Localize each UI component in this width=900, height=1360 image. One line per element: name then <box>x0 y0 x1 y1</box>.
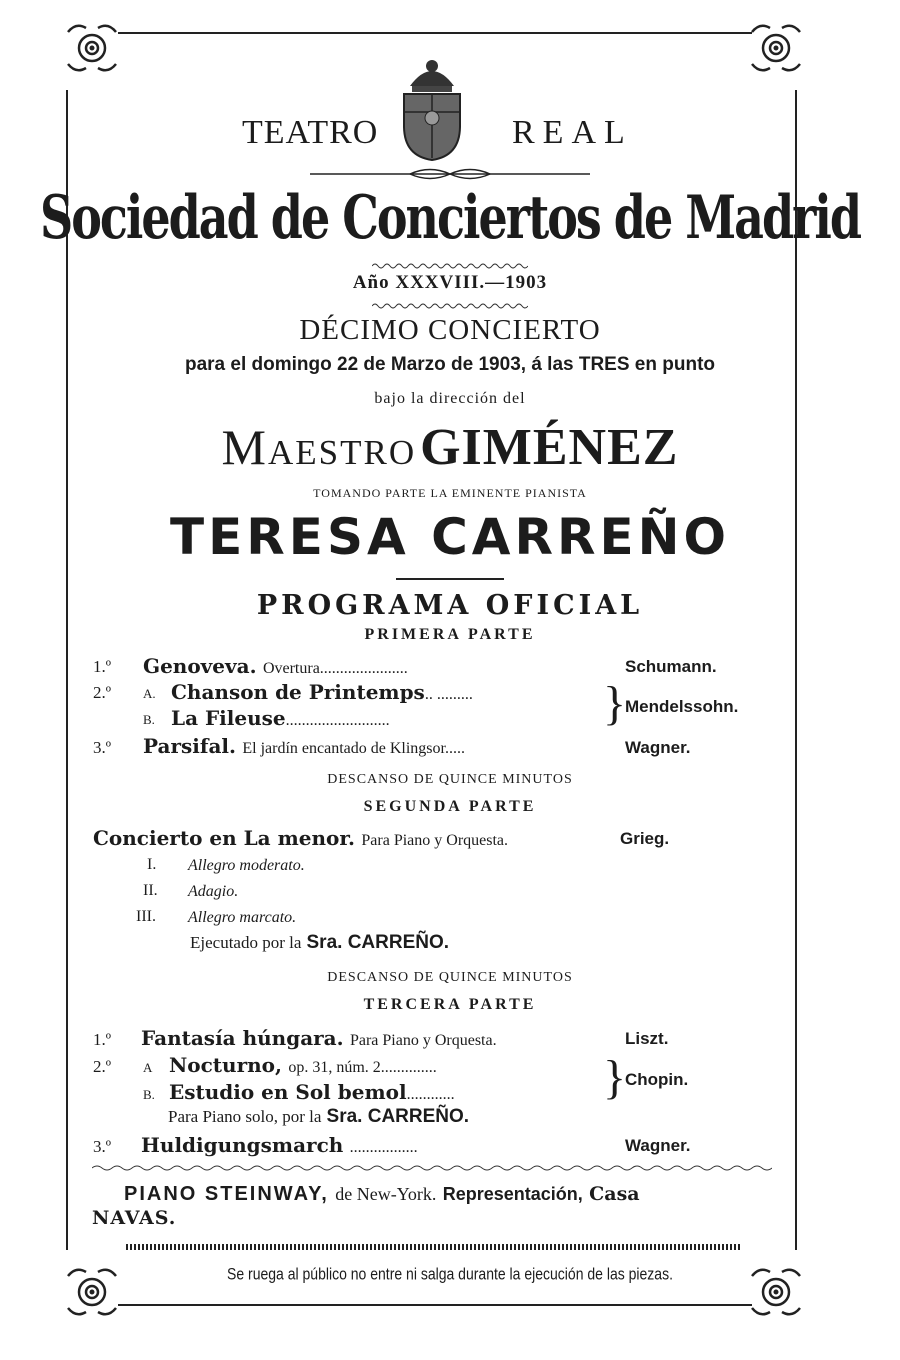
work-detail: Overtura <box>262 660 320 677</box>
work-title: Fantasía húngara. <box>141 1026 344 1050</box>
movement-name: Allegro moderato. <box>188 857 305 874</box>
frame-right <box>795 90 797 1250</box>
leader-dots: .. ......... <box>424 686 473 703</box>
sub-label: A. <box>143 686 156 701</box>
interval-note: DESCANSO DE QUINCE MINUTOS <box>327 970 573 985</box>
work-title: La Fileuse <box>171 706 286 730</box>
part-heading: PRIMERA PARTE <box>364 626 536 643</box>
leader-dots: ...................... <box>319 660 408 677</box>
soloist-intro: TOMANDO PARTE LA EMINENTE PIANISTA <box>313 486 587 500</box>
item-number: 2.º <box>93 683 112 702</box>
movement-number: II. <box>143 882 158 899</box>
soloist-name: TERESA CARREÑO <box>170 508 730 566</box>
leader-dots: .............. <box>380 1059 437 1076</box>
representation: Representación, <box>442 1184 583 1204</box>
work-line <box>143 654 408 678</box>
performer-prefix: Para Piano solo, por la <box>168 1107 322 1126</box>
frame-left <box>66 90 68 1250</box>
item-number: 2.º <box>93 1057 112 1076</box>
part-heading: SEGUNDA PARTE <box>363 798 537 815</box>
leader-dots: ................. <box>349 1139 418 1156</box>
composer: Mendelssohn. <box>625 697 739 716</box>
theatre-name-left: TEATRO <box>242 114 379 151</box>
part-heading: TERCERA PARTE <box>363 996 537 1013</box>
conductor-name: GIMÉNEZ <box>420 419 679 476</box>
conductor-title: Maestro <box>221 419 417 475</box>
work-detail: El jardín encantado de Klingsor <box>242 740 445 757</box>
leader-dots: .......................... <box>285 712 390 729</box>
society-title: Sociedad de Conciertos de Madrid <box>39 182 861 253</box>
work-line <box>93 826 508 850</box>
movement-name: Adagio. <box>188 883 239 900</box>
sub-label: A <box>143 1060 153 1075</box>
interval-note: DESCANSO DE QUINCE MINUTOS <box>327 772 573 787</box>
composer: Grieg. <box>620 829 670 848</box>
wavy-rule <box>92 1164 772 1172</box>
concert-date: para el domingo 22 de Marzo de 1903, á las TRES en punto <box>184 354 716 375</box>
performer-name: Sra. CARREÑO. <box>326 1106 470 1127</box>
work-title: Chanson de Printemps <box>171 680 425 704</box>
work-line <box>143 734 465 758</box>
work-title: Genoveva. <box>143 654 257 678</box>
work-detail: op. 31, núm. 2 <box>288 1059 381 1076</box>
sub-label: B. <box>143 1087 155 1102</box>
work-line <box>169 1053 437 1077</box>
movement-number: III. <box>136 908 156 925</box>
work-title: Estudio en Sol bemol <box>169 1080 407 1104</box>
year-line: Año XXXVIII.—1903 <box>352 272 548 293</box>
work-title: Parsifal. <box>143 734 236 758</box>
brace: } <box>603 1051 627 1104</box>
short-rule <box>396 578 504 580</box>
casa: Casa <box>589 1183 640 1205</box>
hatched-rule <box>126 1244 740 1250</box>
leader-dots: ..... <box>444 740 465 757</box>
work-line <box>141 1133 418 1157</box>
wavy-rule <box>372 302 528 310</box>
work-title: Nocturno, <box>169 1053 282 1077</box>
piano-origin: de New-York. <box>335 1184 437 1204</box>
conductor-line <box>0 418 900 477</box>
frame-top <box>118 32 752 34</box>
work-line <box>169 1080 455 1104</box>
item-number: 1.º <box>93 657 112 676</box>
wavy-rule <box>372 262 528 270</box>
divider-ornament <box>310 167 590 181</box>
movement-number: I. <box>147 856 157 873</box>
brace: } <box>603 677 627 730</box>
piano-brand: PIANO STEINWAY, <box>124 1183 329 1205</box>
movement-name: Allegro marcato. <box>188 909 297 926</box>
composer: Chopin. <box>625 1070 689 1089</box>
work-title: Huldigungsmarch <box>141 1133 344 1157</box>
programme-title: PROGRAMA OFICIAL <box>256 590 644 621</box>
item-number: 1.º <box>93 1030 112 1049</box>
navas: NAVAS. <box>92 1207 177 1229</box>
leader-dots: ............ <box>406 1086 455 1103</box>
composer: Schumann. <box>625 657 717 676</box>
performer-name: Sra. CARREÑO. <box>306 932 450 953</box>
work-line <box>171 680 473 704</box>
work-detail: Para Piano y Orquesta. <box>361 832 509 849</box>
work-title: Concierto en La menor. <box>93 826 356 850</box>
performer-line <box>190 932 449 954</box>
work-detail: Para Piano y Orquesta. <box>349 1032 497 1049</box>
corner-ornament-icon <box>62 18 122 78</box>
performer-prefix: Ejecutado por la <box>190 933 302 952</box>
direction-line: bajo la dirección del <box>374 390 526 407</box>
sub-label: B. <box>143 712 155 727</box>
performer-line <box>168 1106 469 1128</box>
piano-line <box>124 1181 640 1206</box>
royal-crest-icon <box>396 52 468 164</box>
concert-number: DÉCIMO CONCIERTO <box>299 314 601 346</box>
item-number: 3.º <box>93 738 112 757</box>
item-number: 3.º <box>93 1137 112 1156</box>
notice: Se ruega al público no entre ni salga durante la ejecución de las piezas. <box>227 1264 673 1284</box>
frame-bottom <box>118 1304 752 1306</box>
composer: Liszt. <box>625 1029 669 1048</box>
work-line <box>171 706 390 730</box>
theatre-name-right: REAL <box>512 114 633 151</box>
corner-ornament-icon <box>746 18 806 78</box>
work-line <box>141 1026 497 1050</box>
composer: Wagner. <box>625 1136 691 1155</box>
composer: Wagner. <box>625 738 691 757</box>
